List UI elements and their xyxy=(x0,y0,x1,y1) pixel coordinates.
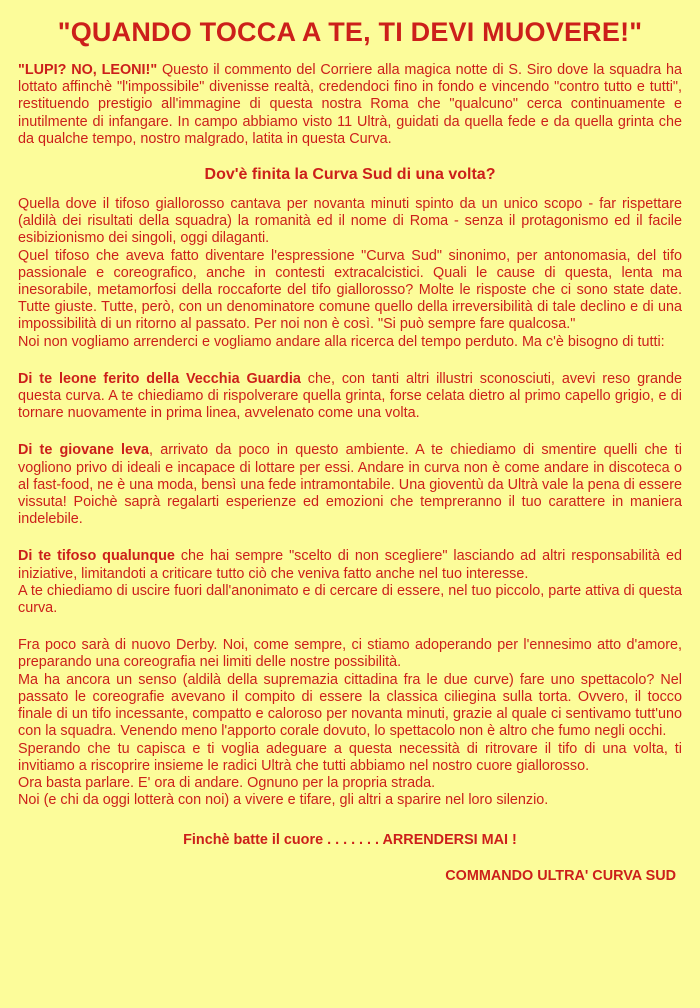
appeal-old-guard-lead: Di te leone ferito della Vecchia Guardia xyxy=(18,370,301,387)
appeal-ordinary-fan xyxy=(18,548,682,582)
intro-lead: "LUPI? NO, LEONI!" xyxy=(18,62,158,78)
appeal-ordinary-fan-lead: Di te tifoso qualunque xyxy=(18,548,175,565)
spacer xyxy=(18,351,682,371)
spacer xyxy=(18,528,682,548)
appeal-ordinary-fan-text: che hai sempre "scelto di non scegliere" lasciando ad altri responsabilità ed iniziative, limitandoti a criticare tutto ciò che veniva fatto anche nel tuo interesse. xyxy=(18,548,682,582)
signature: COMMANDO ULTRA' CURVA SUD xyxy=(445,868,676,885)
appeal-young-recruit xyxy=(18,442,682,528)
final-paragraph-2: Ma ha ancora un senso (aldilà della supremazia cittadina fra le due curve) fare uno spettacolo? Nel passato le coreografie avevano il compito di essere la classica ciliegina sulla torta. Ovvero, il tocco finale di un tifo incessante, compatto e caloroso per novanta minuti, grazie al quale ci sentivamo tutt'uno con la squadra. Venendo meno l'apporto corale dovuto, lo spettacolo non è altro che fumo negli occhi. xyxy=(18,671,682,740)
appeal-old-guard-text: che, con tanti altri illustri sconosciuti, avevi reso grande questa curva. A te chiediamo di rispolverare quella grinta, forse celata dietro al primo capello grigio, e di tornare nuovamente in prima linea, avvelenato come una volta. xyxy=(18,370,682,422)
spacer xyxy=(18,617,682,637)
appeal-old-guard xyxy=(18,371,682,423)
spacer xyxy=(18,148,682,165)
intro-text: Questo il commento del Corriere alla magica notte di S. Siro dove la squadra ha lottato affinchè "l'impossibile" divenisse realtà, credendoci fino in fondo e vincendo "contro tutto e tutti", restituendo prestigio all'immagine di questa nostra Roma che "qualcuno" cerca continuamente e inutilmente di infangare. In campo abbiamo visto 11 Ultrà, guidati da quella fede e da quella grinta che da qualche tempo, nostro malgrado, latita in questa Curva. xyxy=(18,62,683,147)
subheading: Dov'è finita la Curva Sud di una volta? xyxy=(204,166,496,184)
closing-slogan: Finchè batte il cuore . . . . . . . ARRENDERSI MAI ! xyxy=(183,832,517,849)
final-paragraph-5: Noi (e chi da oggi lotterà con noi) a vivere e tifare, gli altri a sparire nel loro silenzio. xyxy=(18,792,549,809)
appeal-ordinary-fan-extra: A te chiediamo di uscire fuori dall'anonimato e di cercare di essere, nel tuo piccolo, parte attiva di questa curva. xyxy=(18,582,682,617)
final-paragraph-4: Ora basta parlare. E' ora di andare. Ognuno per la propria strada. xyxy=(18,774,436,791)
body-paragraph-2: Quel tifoso che aveva fatto diventare l'espressione "Curva Sud" sinonimo, per antonomasia, del tifo passionale e coreografico, anche in contesti extracalcistici. Quali le cause di questa, lenta ma inesorabile, metamorfosi della roccaforte del tifo giallorosso? Molte le risposte che ci sono state date. Tutte giuste. Tutte, però, con un denominatore comune quello della irreversibilità di tale declino e di una impossibilità di un ritorno al passato. Per noi non è così. "Si può sempre fare qualcosa." xyxy=(18,247,682,333)
body-paragraph-3: Noi non vogliamo arrenderci e vogliamo andare alla ricerca del tempo perduto. Ma c'è bisogno di tutti: xyxy=(18,333,665,350)
headline: "QUANDO TOCCA A TE, TI DEVI MUOVERE!" xyxy=(57,17,643,47)
appeal-young-recruit-text: , arrivato da poco in questo ambiente. A te chiediamo di smentire quelli che ti vogliono privo di ideali e incapace di lottare per essi. Andare in curva non è come andare in discoteca o al fast-food, ne è una moda, bensì una fede intramontabile. Una gioventù da Ultrà vale la pena di essere vissuta! Poichè saprà regalarti esperienze ed emozioni che tempreranno il tuo carattere in maniera indelebile. xyxy=(18,442,682,528)
spacer xyxy=(18,422,682,442)
appeal-young-recruit-lead: Di te giovane leva xyxy=(18,442,150,459)
body-paragraph-1: Quella dove il tifoso giallorosso cantava per novanta minuti spinto da un unico scopo - far rispettare (aldilà dei risultati della squadra) la romanità ed il nome di Roma - senza il protagonismo ed il facile esibizionismo dei singoli, oggi dilaganti. xyxy=(18,196,682,247)
final-paragraph-1: Fra poco sarà di nuovo Derby. Noi, come sempre, ci stiamo adoperando per l'ennesimo atto d'amore, preparando una coreografia nei limiti delle nostre possibilità. xyxy=(18,637,682,671)
final-paragraph-3: Sperando che tu capisca e ti voglia adeguare a questa necessità di ritrovare il tifo di una volta, ti invitiamo a riscoprire insieme le radici Ultrà che tutti abbiamo nel nostro cuore giallorosso. xyxy=(18,740,682,774)
intro-paragraph xyxy=(18,62,682,148)
